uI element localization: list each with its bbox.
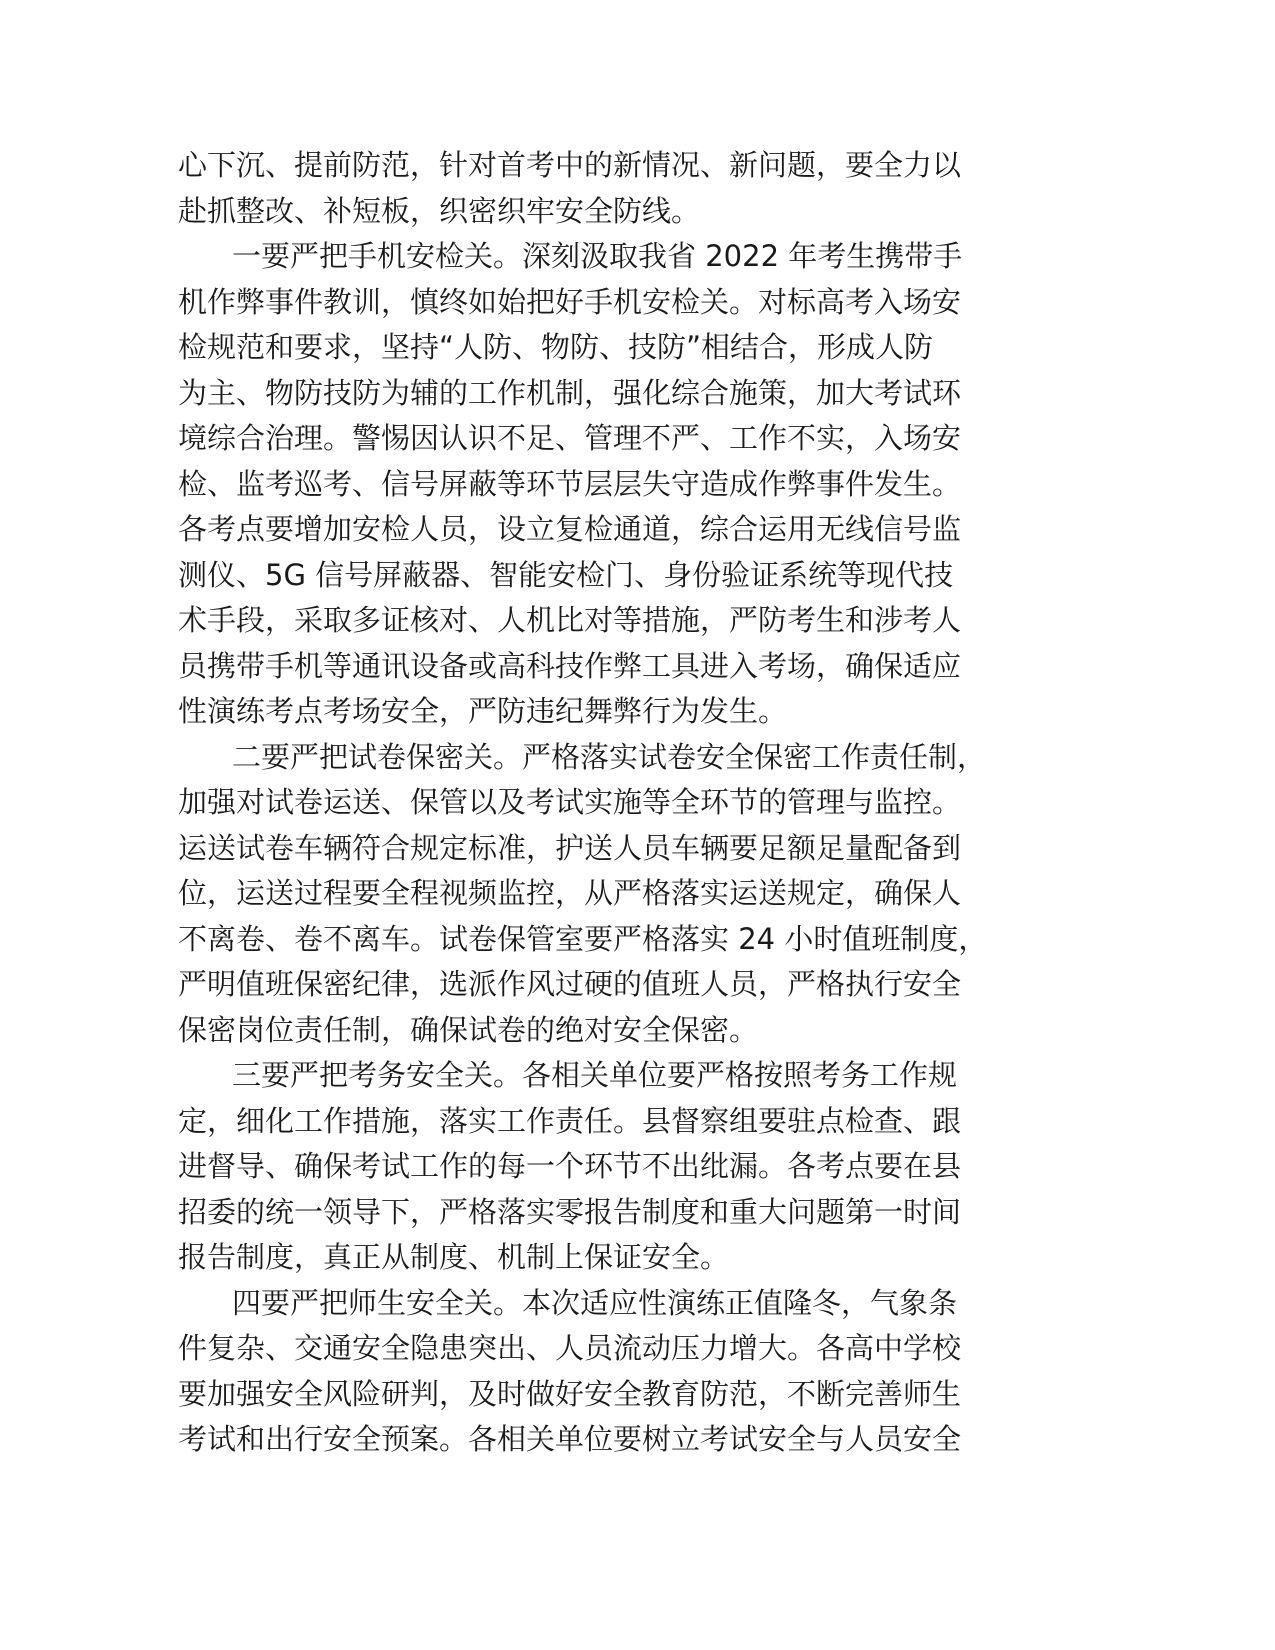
paragraph-line: 加强对试卷运送、保管以及考试实施等全环节的管理与监控。 — [178, 785, 962, 819]
paragraph-line: 心下沉、提前防范，针对首考中的新情况、新问题，要全力以 — [178, 148, 962, 182]
paragraph — [178, 1281, 1040, 1463]
paragraph-line: 员携带手机等通讯设备或高科技作弊工具进入考场，确保适应 — [178, 648, 962, 683]
paragraph-line: 严明值班保密纪律，选派作风过硬的值班人员，严格执行安全 — [178, 967, 962, 1001]
paragraph-line: 三要严把考务安全关。各相关单位要严格按照考务工作规 — [232, 1058, 958, 1092]
paragraph-line: 机作弊事件教训，慎终如始把好手机安检关。对标高考入场安 — [178, 284, 962, 319]
paragraph-line: 性演练考点考场安全，严防违纪舞弊行为发生。 — [178, 694, 788, 728]
paragraph-line: 二要严把试卷保密关。严格落实试卷安全保密工作责任制， — [232, 739, 987, 774]
paragraph-line: 测仪、5G 信号屏蔽器、智能安检门、身份验证系统等现代技 — [178, 557, 954, 592]
paragraph-line: 术手段，采取多证核对、人机比对等措施，严防考生和涉考人 — [178, 603, 962, 637]
paragraph-line: 各考点要增加安检人员，设立复检通道，综合运用无线信号监 — [178, 512, 962, 546]
paragraph — [178, 143, 1040, 234]
paragraph-line: 件复杂、交通安全隐患突出、人员流动压力增大。各高中学校 — [178, 1331, 962, 1365]
document-body — [178, 143, 1040, 1463]
paragraph-line: 运送试卷车辆符合规定标准，护送人员车辆要足额足量配备到 — [178, 830, 962, 865]
paragraph-line: 要加强安全风险研判，及时做好安全教育防范，不断完善师生 — [178, 1376, 962, 1411]
paragraph-line: 不离卷、卷不离车。试卷保管室要严格落实 24 小时值班制度， — [178, 921, 988, 956]
paragraph-line: 招委的统一领导下，严格落实零报告制度和重大问题第一时间 — [178, 1194, 962, 1229]
paragraph-line: 进督导、确保考试工作的每一个环节不出纰漏。各考点要在县 — [178, 1149, 962, 1183]
paragraph-line: 一要严把手机安检关。深刻汲取我省 2022 年考生携带手 — [232, 239, 963, 273]
paragraph-line: 境综合治理。警惕因认识不足、管理不严、工作不实，入场安 — [178, 421, 962, 455]
paragraph-line: 位，运送过程要全程视频监控，从严格落实运送规定，确保人 — [178, 876, 962, 910]
paragraph-line: 定，细化工作措施，落实工作责任。县督察组要驻点检查、跟 — [178, 1103, 962, 1138]
paragraph-line: 赴抓整改、补短板，织密织牢安全防线。 — [178, 193, 701, 228]
paragraph-line: 检、监考巡考、信号屏蔽等环节层层失守造成作弊事件发生。 — [178, 466, 962, 501]
paragraph — [178, 1053, 1040, 1281]
paragraph — [178, 234, 1040, 735]
paragraph-line: 四要严把师生安全关。本次适应性演练正值隆冬，气象条 — [232, 1285, 958, 1320]
paragraph — [178, 735, 1040, 1054]
paragraph-line: 保密岗位责任制，确保试卷的绝对安全保密。 — [178, 1012, 759, 1047]
paragraph-line: 检规范和要求，坚持“人防、物防、技防”相结合，形成人防 — [178, 330, 934, 364]
paragraph-line: 考试和出行安全预案。各相关单位要树立考试安全与人员安全 — [178, 1422, 962, 1456]
paragraph-line: 为主、物防技防为辅的工作机制，强化综合施策，加大考试环 — [178, 375, 962, 410]
paragraph-line: 报告制度，真正从制度、机制上保证安全。 — [178, 1240, 730, 1274]
